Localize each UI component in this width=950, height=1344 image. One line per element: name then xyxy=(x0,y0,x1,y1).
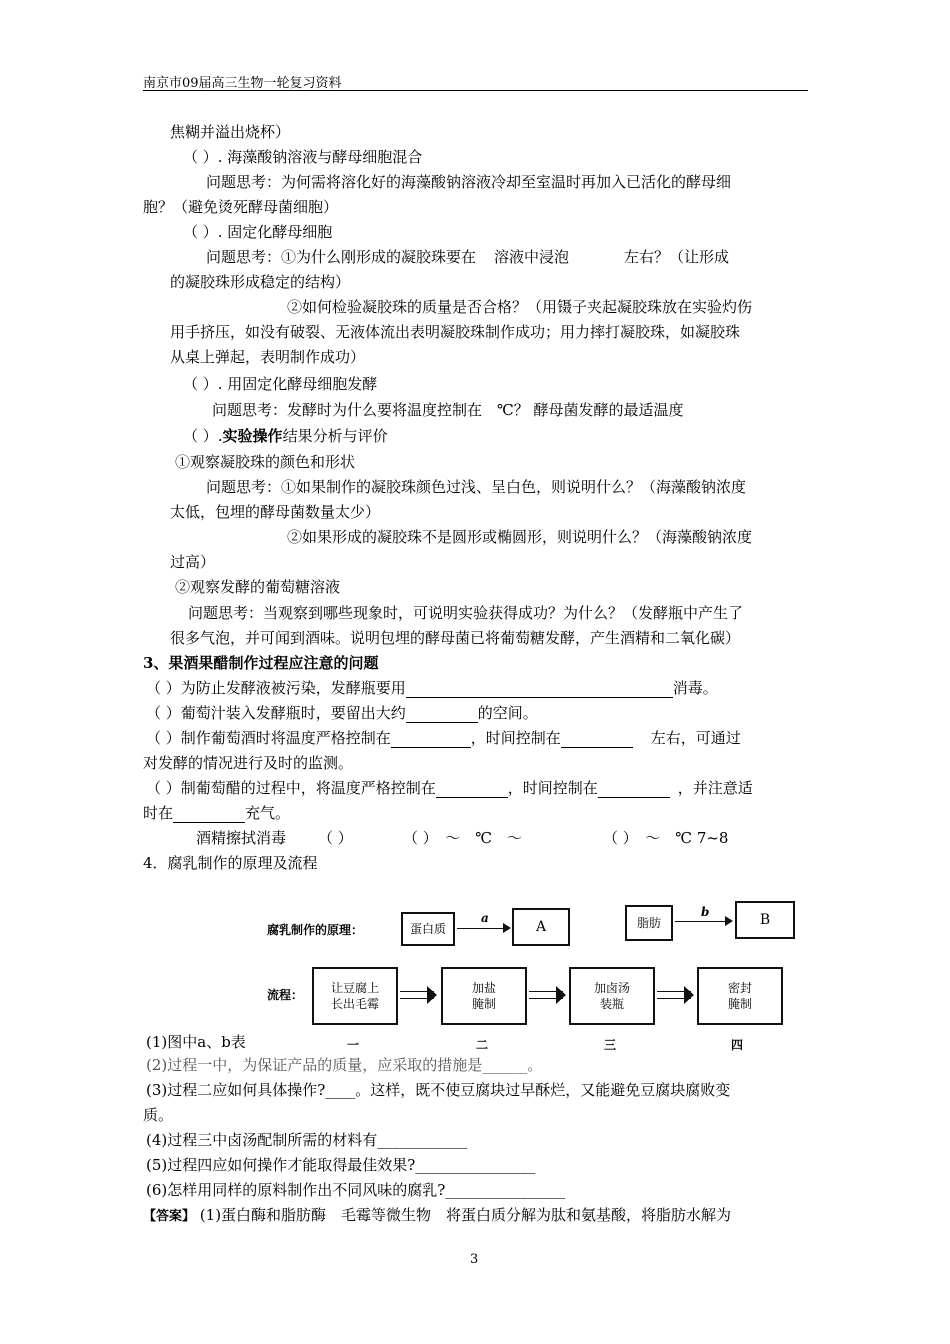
principle-label: 腐乳制作的原理： xyxy=(267,923,364,937)
question-line: (5)过程四应如何操作才能取得最佳效果?________________ xyxy=(146,1156,536,1174)
text-line: （ ） ～ ℃ 7~8 xyxy=(603,829,729,847)
box-A: A xyxy=(512,908,570,946)
text-line: ②观察发酵的葡萄糖溶液 xyxy=(175,578,341,596)
text-seg: 充气。 xyxy=(245,804,291,822)
box-B: B xyxy=(735,901,795,939)
text-line: 的凝胶珠形成稳定的结构） xyxy=(170,273,351,291)
text-line: ②如何检验凝胶珠的质量是否合格？（用镊子夹起凝胶珠放在实验灼伤 xyxy=(287,298,753,316)
text-line xyxy=(146,728,741,748)
page-header: 南京市09届高三生物一轮复习资料 xyxy=(143,76,342,91)
text-line: （ ） ～ ℃ ～ xyxy=(403,829,523,847)
question-line: (4)过程三中卤汤配制所需的材料有____________ xyxy=(146,1131,468,1149)
step-number: 三 xyxy=(604,1038,617,1052)
text-line xyxy=(206,247,729,267)
text-line: 从桌上弹起，表明制作成功） xyxy=(170,348,366,366)
text-line: 过高） xyxy=(170,553,216,571)
text-line: ①观察凝胶珠的颜色和形状 xyxy=(175,453,356,471)
flow-arrow xyxy=(657,991,691,999)
step-number: 四 xyxy=(731,1038,744,1052)
text-seg: ，时间控制在 xyxy=(470,729,561,747)
step-number: 二 xyxy=(476,1038,489,1052)
arrow-b xyxy=(675,921,731,922)
text-line: （ ） xyxy=(318,829,353,847)
question-line: (2)过程一中，为保证产品的质量，应采取的措施是______。 xyxy=(146,1056,543,1074)
blank xyxy=(598,781,670,798)
text-seg: 问题思考：①为什么刚形成的凝胶珠要在 xyxy=(206,248,477,266)
text-line xyxy=(146,703,538,723)
blank xyxy=(406,706,478,723)
flow-step-3: 加卤汤 装瓶 xyxy=(569,967,655,1025)
text-line: （ ）. 固定化酵母细胞 xyxy=(183,223,333,241)
text-seg: （ ）制作葡萄酒时将温度严格控制在 xyxy=(146,729,391,747)
header-rule xyxy=(143,90,808,91)
question-line: (3)过程二应如何具体操作?____。这样，既不使豆腐块过早酥烂，又能避免豆腐块腐败变 xyxy=(146,1081,731,1099)
text-line: 问题思考：当观察到哪些现象时，可说明实验获得成功？为什么？（发酵瓶中产生了 xyxy=(188,604,744,622)
text-line xyxy=(146,778,753,798)
text-line: ②如果形成的凝胶珠不是圆形或椭圆形，则说明什么？（海藻酸钠浓度 xyxy=(287,528,753,546)
section-heading: 3、果酒果醋制作过程应注意的问题 xyxy=(143,654,379,672)
text-line: 太低，包埋的酵母菌数量太少） xyxy=(170,503,381,521)
text-seg: 溶液中浸泡 xyxy=(494,248,570,266)
arrow-a xyxy=(457,928,509,929)
answer-line xyxy=(143,1205,731,1227)
flow-step-1: 让豆腐上 长出毛霉 xyxy=(312,967,398,1025)
answer-text: (1)蛋白酶和脂肪酶 毛霉等微生物 将蛋白质分解为肽和氨基酸，将脂肪水解为 xyxy=(199,1206,732,1224)
text-line: 焦糊并溢出烧杯） xyxy=(170,123,291,141)
step-number: 一 xyxy=(347,1038,360,1052)
text-seg: ，并注意适 xyxy=(677,779,753,797)
page-number: 3 xyxy=(470,1252,479,1267)
box-fat: 脂肪 xyxy=(625,905,673,941)
text-line: 问题思考：发酵时为什么要将温度控制在 ℃？ 酵母菌发酵的最适温度 xyxy=(212,401,684,419)
flow-arrow xyxy=(529,991,563,999)
arrow-b-label: b xyxy=(701,905,710,919)
question-line: (6)怎样用同样的原料制作出不同风味的腐乳?________________ xyxy=(146,1181,566,1199)
text-line: （ ）. 用固定化酵母细胞发酵 xyxy=(183,375,378,393)
blank xyxy=(391,731,471,748)
text-seg: 左右？（让形成 xyxy=(624,248,730,266)
flow-arrow xyxy=(400,991,434,999)
text-line: 对发酵的情况进行及时的监测。 xyxy=(143,754,354,772)
text-line: 很多气泡，并可闻到酒味。说明包埋的酵母菌已将葡萄糖发酵，产生酒精和二氧化碳） xyxy=(170,629,741,647)
text-line: （ ）. 海藻酸钠溶液与酵母细胞混合 xyxy=(183,148,423,166)
text-seg: （ ）. xyxy=(183,427,223,445)
text-seg: 消毒。 xyxy=(672,679,718,697)
text-seg: 左右，可通过 xyxy=(650,729,741,747)
text-line xyxy=(183,426,388,446)
text-line: 用手挤压，如没有破裂、无液体流出表明凝胶珠制作成功；用力摔打凝胶珠，如凝胶珠 xyxy=(170,323,741,341)
text-seg: （ ）为防止发酵液被污染，发酵瓶要用 xyxy=(146,679,406,697)
text-line xyxy=(143,803,290,823)
section-heading: 4．腐乳制作的原理及流程 xyxy=(143,854,318,872)
flow-step-2: 加盐 腌制 xyxy=(441,967,527,1025)
blank xyxy=(561,731,633,748)
text-seg: 时在 xyxy=(143,804,174,822)
text-seg-bold: 实验操作 xyxy=(222,427,283,445)
flow-step-4: 密封 腌制 xyxy=(697,967,783,1025)
text-seg: ，时间控制在 xyxy=(507,779,598,797)
text-seg: 的空间。 xyxy=(477,704,538,722)
text-seg: （ ）葡萄汁装入发酵瓶时，要留出大约 xyxy=(146,704,406,722)
answer-tag: 【答案】 xyxy=(143,1209,196,1224)
text-seg: （ ）制葡萄醋的过程中，将温度严格控制在 xyxy=(146,779,436,797)
text-line: 问题思考：①如果制作的凝胶珠颜色过浅、呈白色，则说明什么？（海藻酸钠浓度 xyxy=(206,478,747,496)
text-line: 酒精擦拭消毒 xyxy=(196,829,287,847)
text-seg: 结果分析与评价 xyxy=(282,427,388,445)
box-protein: 蛋白质 xyxy=(401,912,455,946)
blank xyxy=(406,681,673,698)
flow-label: 流程： xyxy=(267,988,304,1002)
furu-process-diagram xyxy=(255,883,815,1058)
blank xyxy=(436,781,508,798)
text-line: 问题思考：为何需将溶化好的海藻酸钠溶液冷却至室温时再加入已活化的酵母细 xyxy=(206,173,732,191)
blank xyxy=(173,806,245,823)
text-line xyxy=(146,678,718,698)
question-line: (1)图中a、b表 xyxy=(146,1033,246,1051)
question-line: 质。 xyxy=(143,1106,174,1124)
arrow-a-label: a xyxy=(481,911,489,925)
text-line: 胞？（避免烫死酵母菌细胞） xyxy=(143,198,339,216)
